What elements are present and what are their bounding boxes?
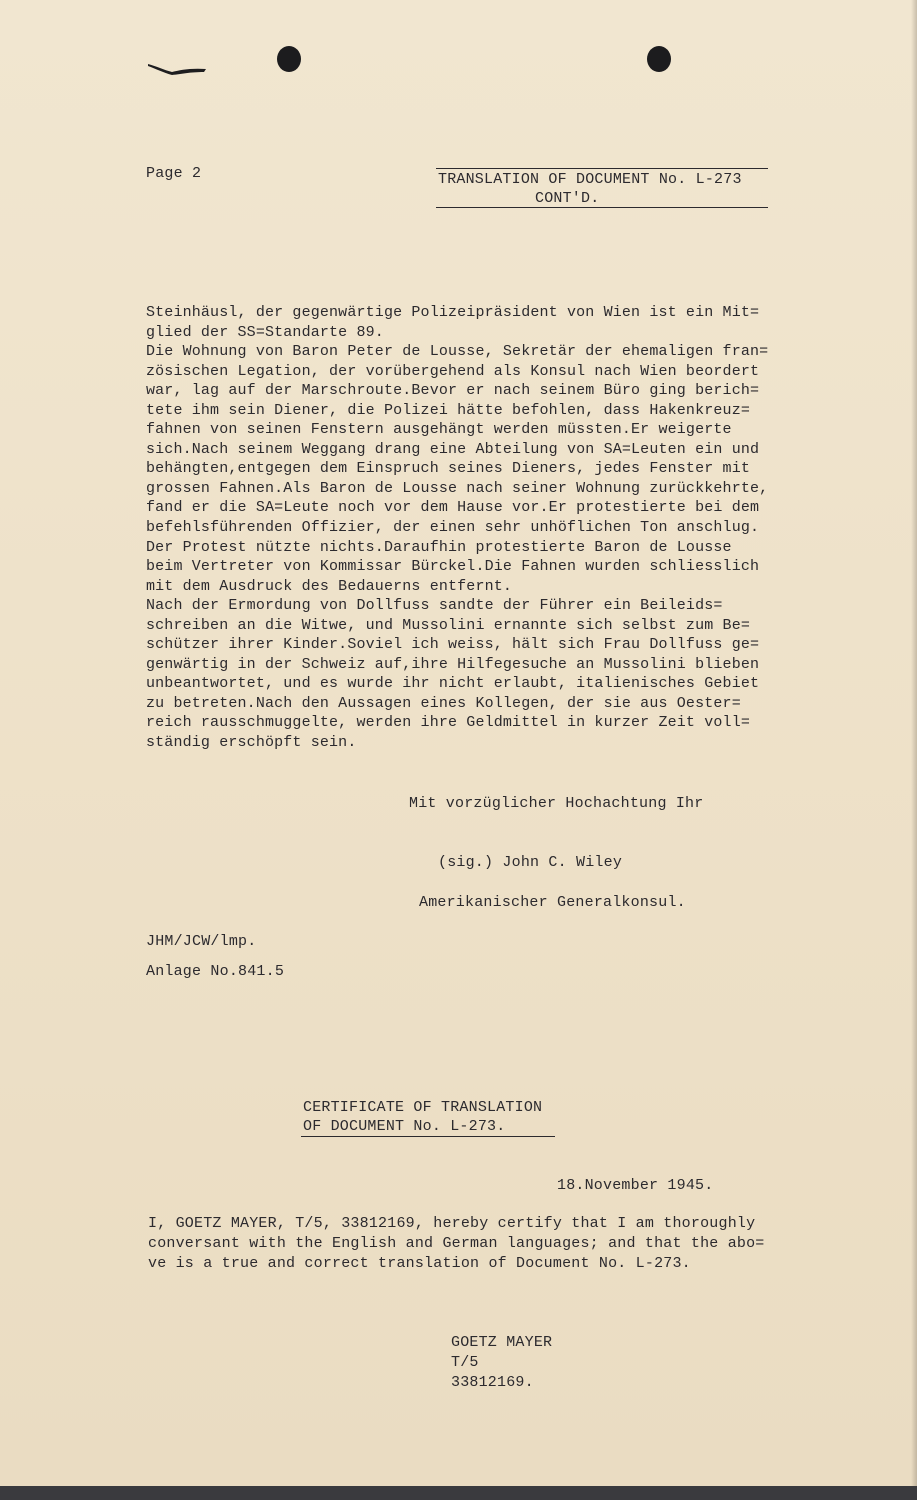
page-label: Page 2: [146, 165, 202, 182]
page-right-edge: [911, 0, 917, 1500]
signer-name: GOETZ MAYER: [451, 1334, 553, 1351]
certificate-underline: [301, 1136, 555, 1137]
signer-serial-number: 33812169.: [451, 1374, 534, 1391]
body-line: befehlsführenden Offizier, der einen sehr unhöflichen Ton anschlug.: [146, 519, 760, 537]
body-line: zu betreten.Nach den Aussagen eines Kollegen, der sie aus Oester=: [146, 694, 741, 712]
body-line: mit dem Ausdruck des Bedauerns entfernt.: [146, 577, 513, 595]
punch-hole-right: [647, 46, 671, 72]
certificate-title: CERTIFICATE OF TRANSLATION: [303, 1099, 543, 1116]
body-line: schreiben an die Witwe, und Mussolini ernannte sich selbst zum Be=: [146, 616, 750, 634]
body-line: tete ihm sein Diener, die Polizei hätte befohlen, dass Hakenkreuz=: [146, 401, 750, 419]
body-line: Die Wohnung von Baron Peter de Lousse, Sekretär der ehemaligen fran=: [146, 343, 769, 361]
header-top-rule: [436, 168, 768, 169]
body-line: genwärtig in der Schweiz auf,ihre Hilfegesuche an Mussolini blieben: [146, 655, 760, 673]
closing-salutation: Mit vorzüglicher Hochachtung Ihr: [409, 795, 704, 812]
punch-hole-left: [277, 46, 301, 72]
certificate-date: 18.November 1945.: [557, 1177, 714, 1194]
reference-initials: JHM/JCW/lmp.: [146, 933, 257, 950]
body-line: zösischen Legation, der vorübergehend als Konsul nach Wien beordert: [146, 362, 760, 380]
body-line: schützer ihrer Kinder.Soviel ich weiss, hält sich Frau Dollfuss ge=: [146, 636, 760, 654]
enclosure-number: Anlage No.841.5: [146, 963, 285, 980]
body-line: beim Vertreter von Kommissar Bürckel.Die Fahnen wurden schliesslich: [146, 558, 760, 576]
closing-signature: (sig.) John C. Wiley: [438, 854, 623, 871]
body-line: ständig erschöpft sein.: [146, 734, 357, 752]
body-line: grossen Fahnen.Als Baron de Lousse nach seiner Wohnung zurückkehrte,: [146, 479, 769, 497]
header-title: TRANSLATION OF DOCUMENT No. L-273: [438, 171, 742, 188]
certificate-document-ref: OF DOCUMENT No. L-273.: [303, 1118, 506, 1135]
body-line: Steinhäusl, der gegenwärtige Polizeipräsident von Wien ist ein Mit=: [146, 304, 760, 321]
body-line: sich.Nach seinem Weggang drang eine Abteilung von SA=Leuten ein und: [146, 440, 760, 458]
body-line: Der Protest nützte nichts.Daraufhin protestierte Baron de Lousse: [146, 538, 732, 556]
certificate-text-line: I, GOETZ MAYER, T/5, 33812169, hereby certify that I am thoroughly: [148, 1215, 756, 1232]
certificate-text-line: conversant with the English and German languages; and that the abo=: [148, 1235, 765, 1252]
body-line: reich rausschmuggelte, werden ihre Geldmittel in kurzer Zeit voll=: [146, 714, 750, 732]
body-line: glied der SS=Standarte 89.: [146, 323, 384, 341]
body-line: unbeantwortet, und es wurde ihr nicht erlaubt, italienisches Gebiet: [146, 675, 760, 693]
certificate-text-line: ve is a true and correct translation of Document No. L-273.: [148, 1255, 691, 1272]
body-line: behängten,entgegen dem Einspruch seines Dieners, jedes Fenster mit: [146, 460, 750, 478]
body-line: fand er die SA=Leute noch vor dem Hause vor.Er protestierte bei dem: [146, 499, 760, 517]
body-line: fahnen von seinen Fenstern ausgehängt werden müssten.Er weigerte: [146, 421, 732, 439]
body-line: Nach der Ermordung von Dollfuss sandte der Führer ein Beileids=: [146, 597, 723, 615]
letter-body: [146, 303, 846, 753]
body-line: war, lag auf der Marschroute.Bevor er nach seinem Büro ging berich=: [146, 382, 760, 400]
header-subtitle: CONT'D.: [535, 190, 600, 207]
page-bottom-edge: [0, 1486, 917, 1500]
header-bottom-rule: [436, 207, 768, 208]
closing-position: Amerikanischer Generalkonsul.: [419, 894, 686, 911]
ink-smudge-mark: [146, 58, 210, 78]
signer-rank: T/5: [451, 1354, 479, 1371]
